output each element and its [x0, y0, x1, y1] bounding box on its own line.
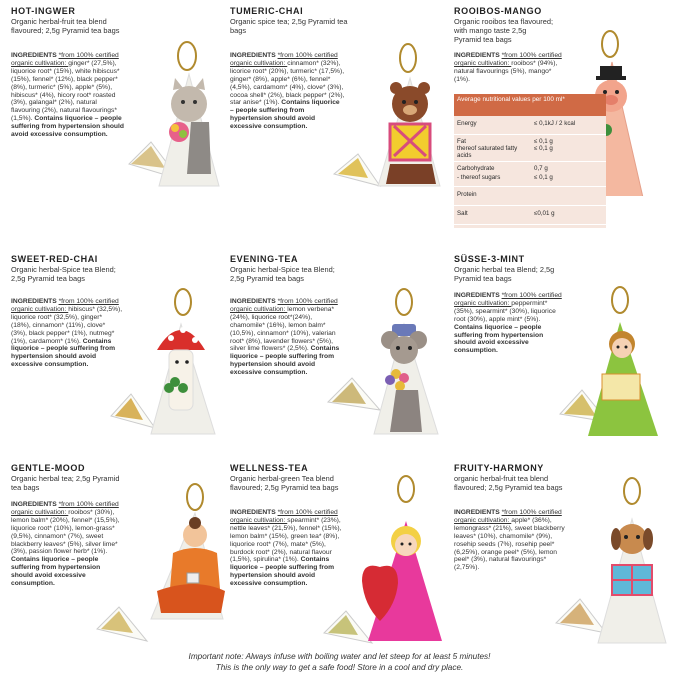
liquorice-warning: Contains liquorice – people suffering from hypertension should avoid excessive consumption.: [230, 345, 340, 377]
ingredients-list: spearmint* (23%), nettle leaves* (21,5%), fennel* (15%), lemon balm* (15%), green tea* (8%), liquorice root* (7%), mate* (5%), burdock root* (2%), natural flavour (1,5%), spirulina* (1%).: [230, 516, 342, 564]
tea-card-wellness-tea: [230, 463, 456, 677]
tea-title: SWEET-RED-CHAI: [11, 254, 98, 264]
nutrition-row-salt: [454, 206, 606, 225]
tea-card-gentle-mood: [11, 463, 237, 677]
ingredients-heading: INGREDIENTS: [11, 52, 59, 59]
ingredients-heading: INGREDIENTS: [11, 501, 59, 508]
tea-subtitle: Organic herbal-green Tea blend flavoured; 2,5g Pyramid tea bags: [230, 474, 339, 492]
tea-ingredients: [454, 52, 564, 84]
nutrition-row-carbohydrate: [454, 162, 606, 187]
tea-title: SÜSSE-3-MINT: [454, 254, 525, 264]
nutrition-sublabel: thereof saturated fatty acids: [457, 145, 518, 159]
organic-note: *from 100% certified organic cultivation:: [11, 298, 119, 313]
tea-subtitle: Organic spice tea; 2,5g Pyramid tea bags: [230, 17, 348, 35]
ingredients-list: rooibos* (30%), lemon balm* (20%), fennel* (15,5%), liquorice root* (10%), lemon-grass* (9,5%), cinnamon* (7%), sweet blackberry leaves* (5%), silver lime* (3%), passion flower herb* (1%).: [11, 508, 120, 556]
organic-note: *from 100% certified organic cultivation:: [454, 509, 562, 524]
important-note-line2: This is the only way to get a safe food! Store in a cool and dry place.: [215, 663, 464, 672]
nutrition-subvalue: ≤ 0,1 g: [534, 145, 553, 152]
tea-title: ROOIBOS-MANGO: [454, 6, 542, 16]
nutrition-value: ≤0,01 g: [534, 210, 555, 217]
important-note: [0, 651, 679, 673]
ingredients-list: hibiscus* (32,5%), liquorice root* (32,5%), ginger* (18%), cinnamon* (11%), clove* (3%), black pepper* (1%), nutmeg* (1%), cardamom* (1%).: [11, 305, 123, 345]
ingredients-heading: INGREDIENTS: [230, 52, 278, 59]
tea-card-tumeric-chai: [230, 6, 456, 220]
organic-note: *from 100% certified organic cultivation:: [230, 298, 338, 313]
liquorice-warning: Contains liquorice – people suffering from hypertension should avoid excessive consumption.: [454, 323, 544, 355]
tea-subtitle: organic herbal-fruit tea blend flavoured; 2,5g Pyramid tea bags: [454, 474, 563, 492]
nutrition-label: Carbohydrate: [457, 165, 495, 172]
mushroom-tea-box-illustration: [107, 284, 227, 444]
organic-note: *from 100% certified organic cultivation:: [230, 509, 338, 524]
liquorice-warning: Contains liquorice – people suffering from hypertension should avoid excessive consumption.: [230, 556, 335, 588]
tea-title: GENTLE-MOOD: [11, 463, 86, 473]
organic-note: *from 100% certified organic cultivation:: [454, 292, 562, 307]
tea-title: WELLNESS-TEA: [230, 463, 309, 473]
tea-title: HOT-INGWER: [11, 6, 76, 16]
important-note-line1: Important note: Always infuse with boiling water and let steep for at least 5 minutes!: [188, 652, 491, 661]
tea-ingredients: [454, 509, 566, 572]
ingredients-heading: INGREDIENTS: [454, 52, 502, 59]
ingredients-list: rooibos* (94%), natural flavourings (5%), mango* (1%).: [454, 59, 558, 83]
ingredients-heading: INGREDIENTS: [230, 298, 278, 305]
mouse-tea-box-illustration: [326, 284, 446, 444]
nutrition-label: Salt: [457, 210, 468, 217]
tea-card-fruity-harmony: [454, 463, 679, 677]
girl-tea-box-illustration: [558, 282, 672, 444]
ingredients-heading: INGREDIENTS: [230, 509, 278, 516]
ingredients-list: ginger* (27,5%), liquorice root* (15%), white hibiscus* (15%), fennel* (12%), black pepper* (8%), turmeric* (5%), apple* (5%), hibiscus* (4%), hicory root* roasted (3%), galangal* (2%), natural flavouring (2%), natural flavourings* (1,5%).: [11, 59, 120, 123]
tea-subtitle: Organic herbal tea; 2,5g Pyramid tea bags: [11, 474, 120, 492]
tea-card-susse-3-mint: [454, 254, 679, 468]
ingredients-heading: INGREDIENTS: [454, 292, 502, 299]
nutrition-value: ≤ 0,1 g: [534, 138, 553, 145]
nutrition-row-protein: [454, 187, 606, 206]
ingredients-list: cinnamon* (32%), licorice root* (20%), turmeric* (17,5%), ginger* (8%), apple* (6%), fennel* (4,5%), cardamom* (4%), clove* (3%), cocoa shell* (2%), black pepper* (2%), star anise* (1%).: [230, 59, 345, 107]
nutrition-label: Energy: [457, 120, 477, 127]
tea-title: TUMERIC-CHAI: [230, 6, 304, 16]
nutrition-value: 0,7 g: [534, 165, 548, 172]
organic-note: *from 100% certified organic cultivation:: [230, 52, 338, 67]
organic-note: *from 100% certified organic cultivation:: [454, 52, 562, 67]
nutrition-label: Protein: [457, 191, 477, 198]
heart-princess-tea-box-illustration: [322, 471, 448, 651]
tea-title: FRUITY-HARMONY: [454, 463, 544, 473]
ingredients-heading: INGREDIENTS: [11, 298, 59, 305]
tea-subtitle: Organic herbal-Spice tea Blend; 2,5g Pyramid tea bags: [230, 265, 335, 283]
ingredients-list: lemon verbena* (24%), liquorice root*(24%), chamomile* (16%), lemon balm*(10,5%), cinnamon* (10%), valerian root* (8%), lavender flowers* (5%), silver lime flowers* (2,5%).: [230, 305, 336, 353]
tea-title: EVENING-TEA: [230, 254, 299, 264]
dog-tea-box-illustration: [554, 473, 672, 649]
ingredients-heading: INGREDIENTS: [454, 509, 502, 516]
tea-card-evening-tea: [230, 254, 456, 468]
nutrition-heading: Average nutritional values per 100 ml*: [454, 94, 606, 116]
tea-card-hot-ingwer: [11, 6, 237, 220]
nutrition-sublabel: - thereof sugars: [457, 174, 501, 181]
liquorice-warning: Contains liquorice – people suffering from hypertension should avoid excessive consumption.: [11, 556, 101, 588]
bear-tea-box-illustration: [328, 34, 446, 194]
tea-subtitle: Organic herbal-Spice tea Blend; 2,5g Pyramid tea bags: [11, 265, 116, 283]
organic-note: *from 100% certified organic cultivation:: [11, 501, 119, 516]
tea-subtitle: Organic herbal tea Blend; 2,5g Pyramid tea bags: [454, 265, 555, 283]
cat-tea-box-illustration: [109, 34, 227, 194]
organic-note: *from 100% certified organic cultivation:: [11, 52, 119, 67]
liquorice-warning: Contains liquorice – people suffering from hypertension should avoid excessive consumption.: [11, 337, 116, 369]
nutrition-row-fat: [454, 135, 606, 162]
nutrition-value: ≤ 0,1kJ / 2 kcal: [534, 120, 576, 127]
liquorice-warning: Contains liquorice – people suffering from hypertension should avoid excessive consumption.: [11, 115, 124, 139]
monk-tea-box-illustration: [95, 479, 227, 649]
ingredients-list: apple* (36%), lemongrass* (21%), sweet blackberry leaves* (10%), chamomile* (9%), rosehip seeds (7%), rosehip peel* (6,25%), orange peel* (5%), lemon peel* (3%), natural flavourings* (2,75%).: [454, 516, 565, 572]
nutrition-label: Fat: [457, 138, 466, 145]
tea-subtitle: Organic herbal-fruit tea blend flavoured; 2,5g Pyramid tea bags: [11, 17, 120, 35]
nutrition-subvalue: ≤ 0,1 g: [534, 174, 553, 181]
tea-card-sweet-red-chai: [11, 254, 237, 468]
tea-ingredients: [454, 292, 566, 355]
nutrition-table: [454, 94, 606, 228]
liquorice-warning: Contains liquorice – people suffering from hypertension should avoid excessive consumption.: [230, 99, 340, 131]
tea-subtitle: Organic rooibos tea flavoured; with mango taste 2,5g Pyramid tea bags: [454, 17, 554, 44]
ingredients-list: peppermint* (35%), spearmint* (30%), liquorice root (30%), apple mint* (5%).: [454, 299, 556, 323]
nutrition-row-energy: [454, 116, 606, 135]
